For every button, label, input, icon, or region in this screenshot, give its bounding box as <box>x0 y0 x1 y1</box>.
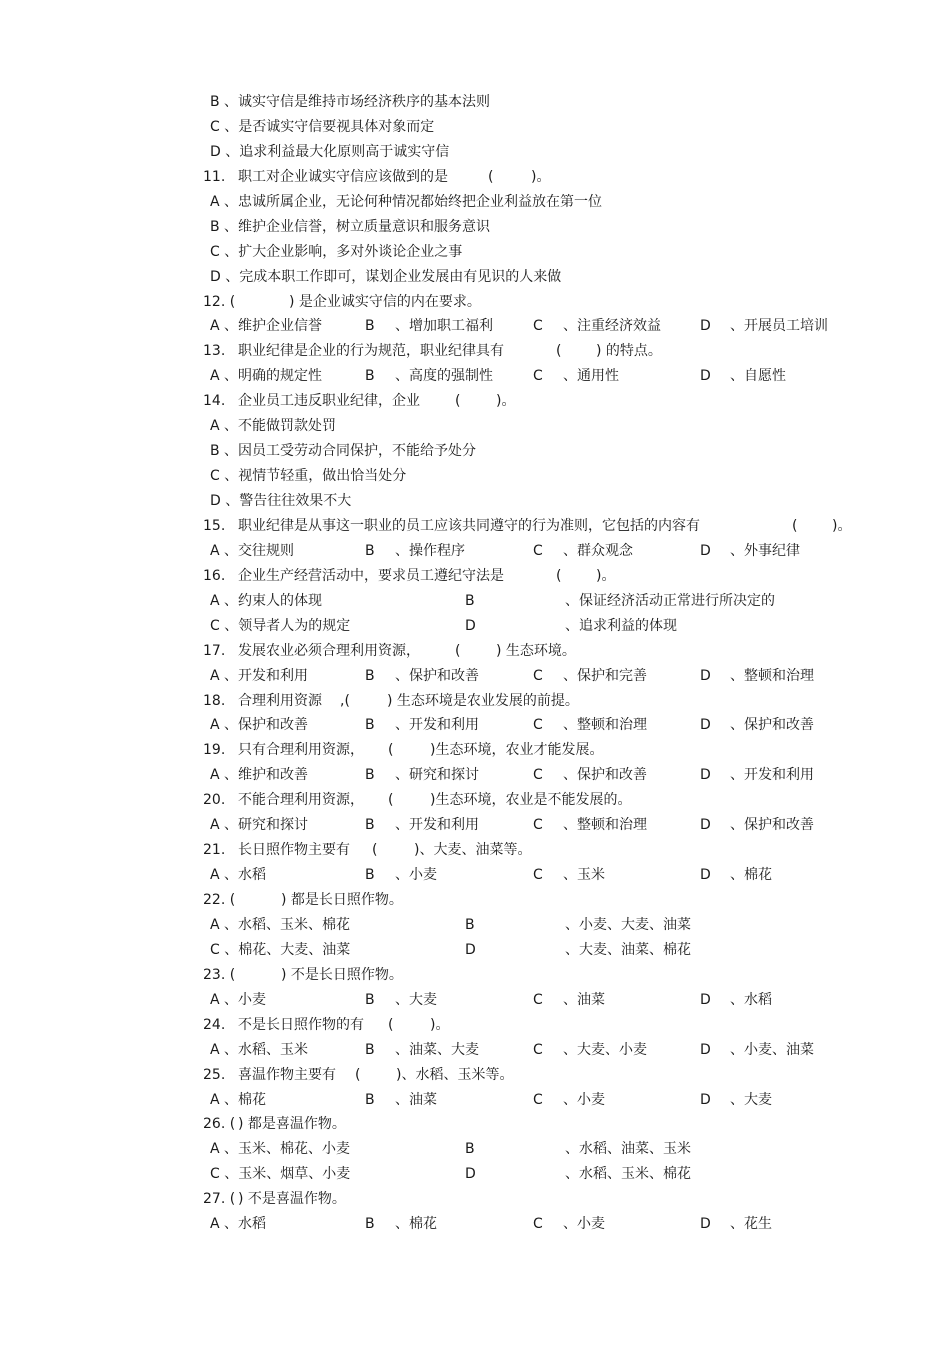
question-text: 16. <box>203 567 226 584</box>
option-text: D <box>700 1041 711 1058</box>
option-text: C <box>533 667 543 684</box>
question-line <box>0 1063 950 1088</box>
option-line <box>0 190 950 215</box>
option-line <box>0 439 950 464</box>
option-text: 、保护和完善 <box>563 667 647 684</box>
option-text: B <box>365 1091 375 1108</box>
option-text: D <box>700 817 711 834</box>
option-text: 、研究和探讨 <box>395 767 479 784</box>
option-line <box>0 589 950 614</box>
option-text: 、外事纪律 <box>730 542 800 559</box>
option-text: C <box>533 1216 543 1233</box>
option-text: 、开发和利用 <box>395 817 479 834</box>
question-text: 11. <box>203 168 226 185</box>
option-text: B <box>365 368 375 385</box>
option-text: 、水稻、油菜、玉米 <box>565 1141 691 1158</box>
option-text: D <box>700 867 711 884</box>
option-text: A 、维护和改善 <box>210 767 309 784</box>
option-text: C <box>533 318 543 335</box>
option-text: 、玉米 <box>563 867 605 884</box>
option-text: A 、水稻 <box>210 867 267 884</box>
option-text: 、大麦、油菜、棉花 <box>565 941 691 958</box>
option-text: C <box>533 817 543 834</box>
option-line <box>0 813 950 838</box>
question-text: ( <box>455 393 461 410</box>
option-text: C 、领导者人为的规定 <box>210 617 351 634</box>
option-text: 、水稻 <box>730 991 772 1008</box>
question-text: ) 不是长日照作物。 <box>281 966 403 983</box>
question-text: ( <box>455 642 461 659</box>
question-text: )。 <box>496 393 516 410</box>
option-line <box>0 265 950 290</box>
option-text: 、小麦 <box>563 1091 605 1108</box>
option-text: D <box>700 368 711 385</box>
question-text: 21. <box>203 842 226 859</box>
option-text: 、油菜 <box>563 991 605 1008</box>
question-text: 18. <box>203 692 226 709</box>
question-text: 职工对企业诚实守信应该做到的是 <box>238 168 448 185</box>
question-text: ) 的特点。 <box>596 343 662 360</box>
option-text: 、高度的强制性 <box>395 368 493 385</box>
question-text: )、水稻、玉米等。 <box>396 1066 514 1083</box>
question-text: ) 生态环境是农业发展的前提。 <box>387 692 579 709</box>
option-text: 、整顿和治理 <box>730 667 814 684</box>
question-text: )、大麦、油菜等。 <box>414 842 532 859</box>
option-text: D 、追求利益最大化原则高于诚实守信 <box>210 143 450 160</box>
option-text: A 、棉花 <box>210 1091 267 1108</box>
question-text: ( <box>388 1016 394 1033</box>
option-text: D <box>700 1216 711 1233</box>
question-text: 13. <box>203 343 226 360</box>
option-line <box>0 539 950 564</box>
option-text: A 、保护和改善 <box>210 717 309 734</box>
option-text: D <box>700 717 711 734</box>
option-text: C <box>533 542 543 559</box>
question-text: ) 都是长日照作物。 <box>281 892 403 908</box>
question-line <box>0 838 950 863</box>
option-text: 、操作程序 <box>395 542 465 559</box>
option-text: 、自愿性 <box>730 368 786 385</box>
question-text: ( <box>388 742 394 759</box>
option-text: 、开发和利用 <box>395 717 479 734</box>
option-text: 、追求利益的体现 <box>565 617 677 634</box>
question-text: 17. <box>203 642 226 659</box>
option-line <box>0 240 950 265</box>
option-line <box>0 664 950 689</box>
question-text: 企业员工违反职业纪律，企业 <box>238 393 420 410</box>
option-line <box>0 988 950 1013</box>
option-line <box>0 863 950 888</box>
option-line <box>0 1088 950 1113</box>
option-line <box>0 763 950 788</box>
question-text: )。 <box>832 517 852 534</box>
option-line <box>0 938 950 963</box>
option-text: D <box>700 767 711 784</box>
question-line <box>0 1013 950 1038</box>
option-text: C <box>533 991 543 1008</box>
option-text: 、大麦 <box>730 1091 772 1108</box>
option-text: 、棉花 <box>395 1216 437 1233</box>
question-text: 26. ( <box>203 1116 236 1133</box>
question-text: 职业纪律是从事这一职业的员工应该共同遵守的行为准则，它包括的内容有 <box>238 517 700 534</box>
option-text: D <box>465 1166 476 1183</box>
question-line <box>0 290 950 315</box>
question-text: 12. ( <box>203 293 236 310</box>
option-text: 、小麦 <box>563 1216 605 1233</box>
option-text: D <box>700 1091 711 1108</box>
option-text: B <box>365 867 375 884</box>
option-line <box>0 614 950 639</box>
option-text: 、大麦、小麦 <box>563 1041 647 1058</box>
question-text: 不是长日照作物的有 <box>238 1016 364 1033</box>
option-text: 、通用性 <box>563 368 619 385</box>
question-text: 喜温作物主要有 <box>238 1066 336 1083</box>
option-text: C 、扩大企业影响，多对外谈论企业之事 <box>210 243 463 260</box>
option-text: C <box>533 717 543 734</box>
question-text: 企业生产经营活动中，要求员工遵纪守法是 <box>238 567 504 584</box>
question-line <box>0 389 950 414</box>
question-text: 合理利用资源 <box>238 692 322 709</box>
question-text: 14. <box>203 393 226 410</box>
question-text: ( <box>372 842 378 859</box>
option-text: 、花生 <box>730 1216 772 1233</box>
question-text: 24. <box>203 1016 226 1033</box>
question-text: ,( <box>340 692 350 709</box>
option-text: 、整顿和治理 <box>563 717 647 734</box>
option-text: 、大麦 <box>395 991 437 1008</box>
option-text: 、保证经济活动正常进行所决定的 <box>565 592 775 609</box>
option-text: 、群众观念 <box>563 542 633 559</box>
option-text: A 、玉米、棉花、小麦 <box>210 1141 351 1158</box>
option-text: D <box>700 991 711 1008</box>
option-text: C 、视情节轻重，做出恰当处分 <box>210 468 407 485</box>
option-text: B <box>465 916 475 933</box>
option-line <box>0 414 950 439</box>
question-text: ) 不是喜温作物。 <box>238 1191 346 1208</box>
option-text: D <box>465 941 476 958</box>
option-line <box>0 1038 950 1063</box>
option-text: A 、水稻 <box>210 1216 267 1233</box>
option-text: B <box>365 1041 375 1058</box>
option-text: B <box>365 991 375 1008</box>
option-text: C <box>533 867 543 884</box>
option-line <box>0 464 950 489</box>
question-line <box>0 1112 950 1137</box>
option-text: C <box>533 368 543 385</box>
option-text: D 、警告往往效果不大 <box>210 493 352 509</box>
option-text: C <box>533 767 543 784</box>
option-text: A 、约束人的体现 <box>210 592 323 609</box>
question-text: 发展农业必须合理利用资源， <box>238 642 420 659</box>
option-text: D <box>700 318 711 335</box>
option-text: A 、水稻、玉米 <box>210 1041 309 1058</box>
option-line <box>0 913 950 938</box>
option-text: B <box>365 542 375 559</box>
option-text: C <box>533 1041 543 1058</box>
option-line <box>0 1212 950 1237</box>
option-text: B <box>465 592 475 609</box>
question-text: 25. <box>203 1066 226 1083</box>
option-line <box>0 364 950 389</box>
option-line <box>0 215 950 240</box>
option-text: A 、开发和利用 <box>210 667 309 684</box>
question-text: 20. <box>203 792 226 809</box>
option-text: 、棉花 <box>730 867 772 884</box>
option-text: 、增加职工福利 <box>395 318 493 335</box>
option-text: B <box>365 717 375 734</box>
option-text: A 、研究和探讨 <box>210 817 309 834</box>
question-line <box>0 738 950 763</box>
question-text: )生态环境，农业才能发展。 <box>430 742 604 759</box>
option-line <box>0 1162 950 1187</box>
question-text: 23. ( <box>203 966 236 983</box>
option-text: C 、玉米、烟草、小麦 <box>210 1166 351 1183</box>
option-text: 、开发和利用 <box>730 767 814 784</box>
option-text: B 、维护企业信誉，树立质量意识和服务意识 <box>210 218 491 235</box>
option-line <box>0 314 950 339</box>
question-text: )生态环境，农业是不能发展的。 <box>430 792 632 809</box>
option-line <box>0 713 950 738</box>
option-text: 、油菜、大麦 <box>395 1041 479 1058</box>
option-text: 、油菜 <box>395 1091 437 1108</box>
option-text: C 、是否诚实守信要视具体对象而定 <box>210 118 435 135</box>
question-text: ( <box>355 1066 361 1083</box>
question-text: ) 都是喜温作物。 <box>238 1116 346 1133</box>
option-text: 、小麦、大麦、油菜 <box>565 916 691 933</box>
option-text: B 、诚实守信是维持市场经济秩序的基本法则 <box>210 94 491 110</box>
option-text: D 、完成本职工作即可，谋划企业发展由有见识的人来做 <box>210 268 562 285</box>
option-text: D <box>465 617 476 634</box>
option-text: C <box>533 1091 543 1108</box>
option-text: A 、忠诚所属企业，无论何种情况都始终把企业利益放在第一位 <box>210 193 603 210</box>
question-text: ( <box>556 567 562 584</box>
option-line <box>0 115 950 140</box>
question-line <box>0 788 950 813</box>
question-text: )。 <box>430 1016 450 1033</box>
question-line <box>0 165 950 190</box>
option-text: 、保护和改善 <box>730 817 814 834</box>
option-text: 、小麦、油菜 <box>730 1041 814 1058</box>
option-text: B <box>365 817 375 834</box>
option-text: 、整顿和治理 <box>563 817 647 834</box>
question-text: 19. <box>203 742 226 759</box>
question-text: )。 <box>531 168 551 185</box>
option-text: A 、不能做罚款处罚 <box>210 418 337 435</box>
option-text: 、小麦 <box>395 867 437 884</box>
question-text: ( <box>488 168 494 185</box>
question-text: 职业纪律是企业的行为规范，职业纪律具有 <box>238 343 504 360</box>
question-text: 不能合理利用资源， <box>238 792 364 809</box>
question-line <box>0 339 950 364</box>
document-body <box>0 90 950 1237</box>
option-text: B <box>365 767 375 784</box>
question-text: 只有合理利用资源， <box>238 742 364 759</box>
option-text: 、保护和改善 <box>730 717 814 734</box>
question-text: ( <box>388 792 394 809</box>
option-text: D <box>700 542 711 559</box>
option-text: 、水稻、玉米、棉花 <box>565 1166 691 1183</box>
question-line <box>0 689 950 714</box>
option-line <box>0 140 950 165</box>
option-line <box>0 489 950 514</box>
option-line <box>0 1137 950 1162</box>
option-text: A 、小麦 <box>210 991 267 1008</box>
option-line <box>0 90 950 115</box>
option-text: C 、棉花、大麦、油菜 <box>210 941 351 958</box>
question-text: 15. <box>203 517 226 534</box>
question-line <box>0 514 950 539</box>
option-text: B <box>465 1141 475 1158</box>
option-text: B <box>365 667 375 684</box>
question-text: )。 <box>596 567 616 584</box>
option-text: B <box>365 318 375 335</box>
question-line <box>0 639 950 664</box>
option-text: 、开展员工培训 <box>730 318 828 335</box>
question-text: 长日照作物主要有 <box>238 842 350 859</box>
option-text: B 、因员工受劳动合同保护，不能给予处分 <box>210 443 477 460</box>
question-text: 27. ( <box>203 1191 236 1208</box>
option-text: B <box>365 1216 375 1233</box>
question-text: 22. ( <box>203 892 236 908</box>
option-text: 、保护和改善 <box>395 667 479 684</box>
question-text: ) 是企业诚实守信的内在要求。 <box>289 293 481 310</box>
option-text: 、保护和改善 <box>563 767 647 784</box>
option-text: A 、明确的规定性 <box>210 368 323 385</box>
question-text: ( <box>792 517 798 534</box>
option-text: A 、维护企业信誉 <box>210 318 323 335</box>
option-text: A 、交往规则 <box>210 542 295 559</box>
option-text: 、注重经济效益 <box>563 318 661 335</box>
question-text: ) 生态环境。 <box>496 642 576 659</box>
question-line <box>0 564 950 589</box>
question-text: ( <box>556 343 562 360</box>
question-line <box>0 1187 950 1212</box>
option-text: A 、水稻、玉米、棉花 <box>210 916 351 933</box>
option-text: D <box>700 667 711 684</box>
question-line <box>0 963 950 988</box>
question-line <box>0 888 950 913</box>
